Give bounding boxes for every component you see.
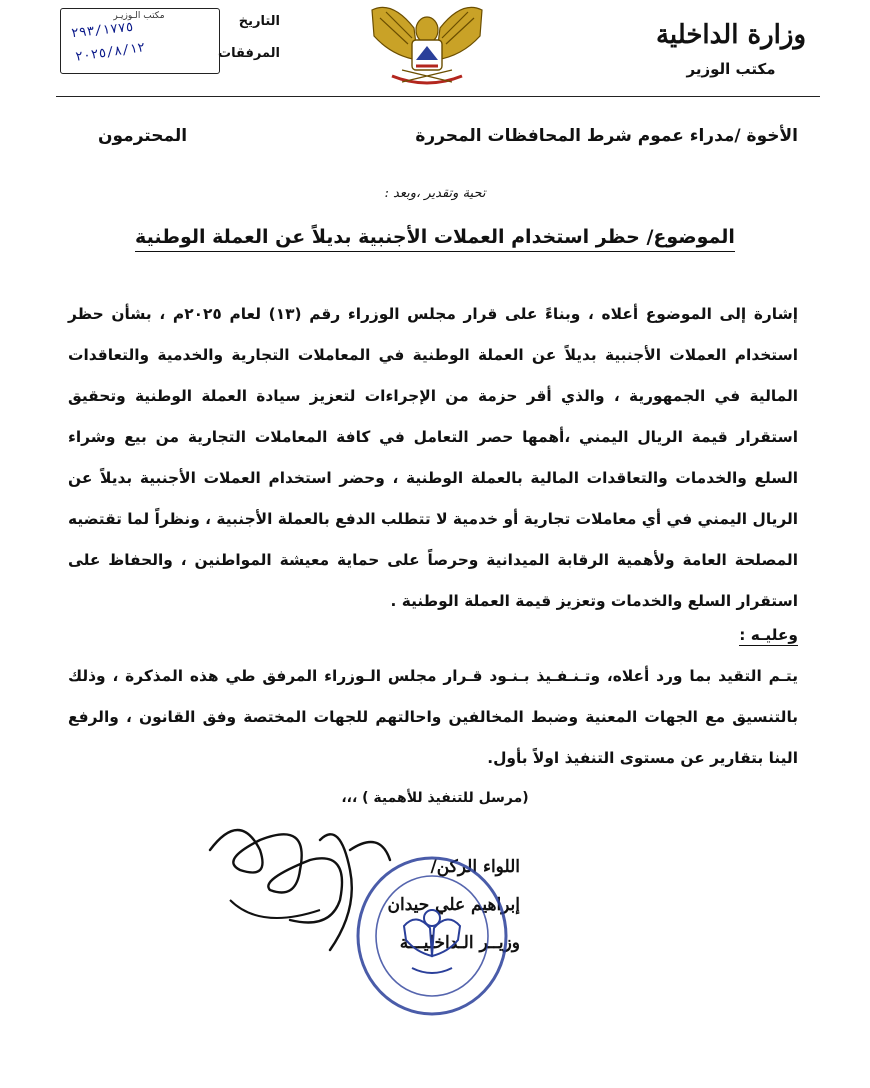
addressee-line (98, 126, 798, 146)
therefore-heading: وعليـه : (739, 626, 798, 644)
signatory-title: وزيــر الـداخليـــة (399, 933, 520, 953)
date-label: التاريخ (238, 14, 280, 29)
addressee: الأخوة /مدراء عموم شرط المحافظات المحررة (415, 126, 798, 146)
reference-block (60, 8, 280, 74)
signatory-name: إبراهيم علي حيدان (387, 895, 520, 915)
subject-line (0, 226, 870, 248)
honorific: المحترمون (98, 126, 188, 146)
closing-line: (مرسل للتنفيذ للأهمية ) ،،، (341, 790, 529, 806)
eagle-emblem-icon (352, 0, 502, 86)
ministry-header (646, 18, 816, 78)
reference-stamp-title: مكتب الـوزيـر (113, 11, 165, 21)
office-name: مكتب الوزير (686, 60, 776, 78)
attachments-label: المرفقات (218, 46, 280, 61)
reference-date: ٢٠٢٥/٨/١٢ (74, 40, 147, 65)
greeting: تحية وتقدير ،وبعد : (384, 186, 486, 201)
official-seal-icon (352, 852, 512, 1020)
paragraph-text: إشارة إلى الموضوع أعلاه ، وبناءً على قرار مجلس الوزراء رقم (١٣) لعام ٢٠٢٥م ، بشأن حظر استخدام العملات الأجنبية بديلاً عن العملة الوطنية في المعاملات التجارية والخدمية والتعاقدات المالية في الجمهورية ، والذي أقر حزمة من الإجراءات لتعزيز سيادة العملة الوطنية وتحقيق استقرار قيمة الريال اليمني ،أهمها حصر التعامل في كافة المعاملات التجارية من بيع وشراء السلع والخدمات والتعاقدات المالية بالعملة الوطنية ، وحضر استخدام العملات الأجنبية بديلاً عن الريال اليمني في أي معاملات تجارية أو خدمية لا تتطلب الدفع بالعملة الأجنبية ، ونظراً لما تقتضيه المصلحة العامة ولأهمية الرقابة الميدانية وحرصاً على حماية معيشة المواطنين ، والحفاظ على استقرار السلع والخدمات وتعزيز قيمة العملة الوطنية . (68, 305, 798, 610)
header-divider (56, 96, 820, 97)
body-paragraph-1 (68, 294, 798, 622)
subject: الموضوع/ حظر استخدام العملات الأجنبية بديلاً عن العملة الوطنية (135, 226, 735, 252)
reference-stamp (60, 8, 220, 74)
signatory-rank: اللواء الركن/ (430, 857, 520, 877)
ministry-name: وزارة الداخلية (655, 20, 807, 50)
body-paragraph-2 (68, 656, 798, 779)
reference-number: ٢٩٣/١٧٧٥ (70, 19, 135, 42)
paragraph-text: يتـم التقيد بما ورد أعلاه، وتـنـفـيذ بـنـود قـرار مجلس الـوزراء المرفق طي هذه المذكرة ، وذلك بالتنسيق مع الجهات المعنية وضبط المخالفين واحالتهم للجهات المختصة وفق القانون ، والرفع الينا بتقارير عن مستوى التنفيذ اولاً بأول. (68, 667, 798, 767)
